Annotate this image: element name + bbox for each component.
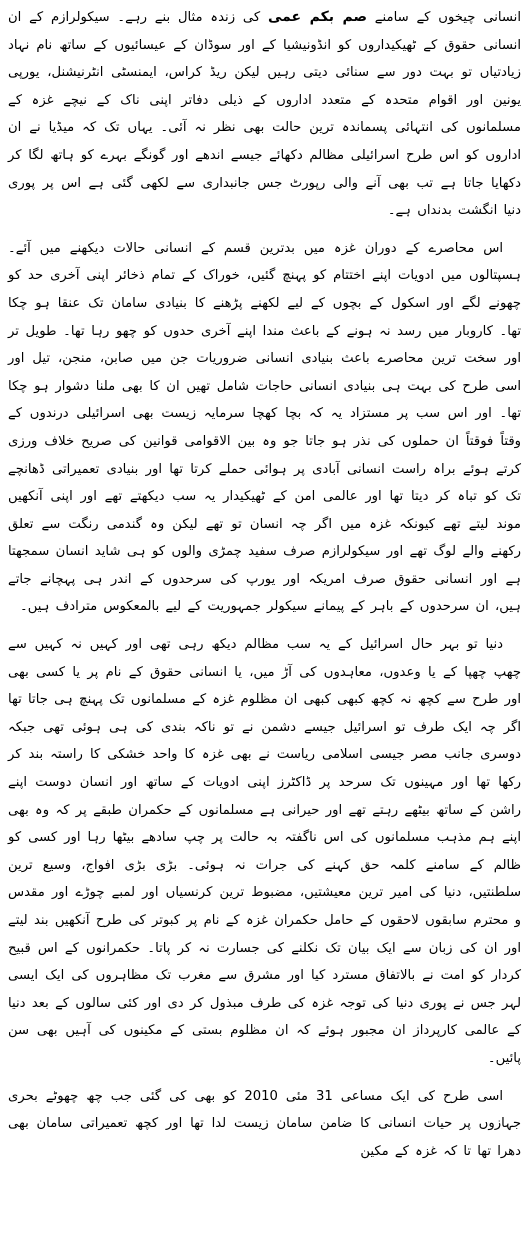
paragraph-1 [8,4,521,225]
emphasis-phrase: صم بکم عمی [268,9,367,25]
paragraph-4: اسی طرح کی ایک مساعی 31 مئی 2010 کو بھی کی گئی جب چھ چھوٹے بحری جہازوں پر حیات انسانی کا ضامن سامان زیست لدا تھا اور کچھ تعمیراتی سامان بھی دھرا تھا تا کہ غزہ کے مکین [8,1088,521,1159]
paragraph-3: دنیا تو بہر حال اسرائیل کے یہ سب مظالم دیکھ رہی تھی اور کہیں نہ کہیں سے چھپ چھپا کے یا وعدوں، معاہدوں کی آڑ میں، یا انسانی حقوق کے نام پر یا کسی بھی اور طرح سے کچھ نہ کچھ کبھی کبھی ان مظلوم غزہ کے مسلمانوں تک پہنچ ہی جاتا تھا اگر چہ ایک طرف تو اسرائیل جیسے دشمن نے تو ناکہ بندی کی ہی ہوئی تھی جبکہ دوسری جانب مصر جیسی اسلامی ریاست نے بھی غزہ کا واحد خشکی کا راستہ بند کر رکھا تھا اور مہینوں تک سرحد پر ڈاکٹرز اپنی ادویات کے ساتھ اور انسان دوست اپنے راشن کے ساتھ بیٹھے رہتے تھے اور حیرانی ہے مسلمانوں کے حکمران طبقے پر کہ وہ بھی اپنے ہم مذہب مسلمانوں کی اس ناگفتہ بہ حالت پر چپ سادھے بیٹھا رہا اور کسی کو ظالم کے سامنے کلمہ حق کہنے کی جرات نہ ہوئی۔ بڑی بڑی افواج، وسیع ترین سلطنتیں، دنیا کی امیر ترین معیشتیں، مضبوط ترین کرنسیاں اور لمبے چوڑے اور مقدس و محترم سابقوں لاحقوں کے حامل حکمران غزہ کے نام پر کبوتر کی طرح آنکھیں بند لیتے اور ان کی زبان سے ایک بیان تک نکلنے کی جسارت نہ کر پاتا۔ حکمرانوں کے اس قبیح کردار کو امت نے بالاتفاق مسترد کیا اور مشرق سے مغرب تک مظاہروں کی ایک ایسی لہر جس نے پوری دنیا کی توجہ غزہ کی طرف مبذول کر دی اور کئی سالوں کے بعد دنیا کے عالمی کارپرداز ان مجبور ہوئے کہ ان مظلوم بستی کے مکینوں کی آہیں بھی سن پائیں۔ [8,637,521,1066]
paragraph-1-before: انسانی چیخوں کے سامنے [366,10,521,25]
paragraph-1-after: کی زندہ مثال بنے رہے۔ سیکولرازم کے ان انسانی حقوق کے ٹھیکیداروں کو انڈونیشیا کے اور سوڈان کے عیسائیوں کے ساتھ نام نہاد زیادتیاں تو بہت دور سے سنائی دیتی رہیں لیکن ریڈ کراس، ایمنسٹی انٹرنیشنل، یورپی یونین اور اقوام متحدہ کے متعدد اداروں کے ذیلی دفاتر اپنی ناک کے نیچے غزہ کے مسلمانوں کی انتہائی پسماندہ ترین حالت بھی نظر نہ آئی۔ یہاں تک کہ میڈیا نے ان اداروں کو اس طرح اسرائیلی مظالم دکھائے جیسے اندھے اور گونگے بہرے کو ہاتھ لگا کر دکھایا جاتا ہے تب بھی آنے والی رپورٹ جس جانبداری سے لکھی گئی ہے اس پر پوری دنیا انگشت بدنداں ہے۔ [8,10,521,219]
paragraph-2: اس محاصرے کے دوران غزہ میں بدترین قسم کے انسانی حالات دیکھنے میں آئے۔ ہسپتالوں میں ادویات اپنے اختتام کو پہنچ گئیں، خوراک کے تمام ذخائر اپنی آخری حد کو چھونے لگے اور اسکول کے بچوں کے لیے لکھنے پڑھنے کا بنیادی سامان تک عنقا ہو چکا تھا۔ کاروبار میں رسد نہ ہونے کے باعث مندا اپنے آخری حدوں کو چھو رہا تھا۔ طویل تر اور سخت ترین محاصرے باعث بنیادی انسانی ضروریات جن میں صابن، منجن، تیل اور اسی طرح کی بہت ہی بنیادی انسانی حاجات شامل تھیں ان کا بھی ملنا دشوار ہو چکا تھا۔ اور اس سب پر مستزاد یہ کہ بچا کھچا سرمایہ زیست بھی اسرائیلی درندوں کے وقتاً فوقتاً ان حملوں کی نذر ہو جاتا جو وہ بین الاقوامی قوانین کی صریح خلاف ورزی کرتے ہوئے براہ راست انسانی آبادی پر ہوائی حملے کرتا تھا اور بنیادی تعمیراتی ڈھانچے تک کو تباہ کر دیتا تھا اور عالمی امن کے ٹھیکیدار یہ سب دیکھتے تھے اور اپنی آنکھیں موند لیتے تھے کیونکہ غزہ میں اگر چہ انسان تو تھے لیکن وہ گندمی رنگت سے تعلق رکھنے والے لوگ تھے اور سیکولرازم صرف سفید چمڑی والوں کو ہی شاید انسان سمجھتا ہے اور انسانی حقوق صرف امریکہ اور یورپ کی سرحدوں کے اندر ہی پہچانے جاتے ہیں، ان سرحدوں کے باہر کے پیمانے سیکولر جمہوریت کے لیے بالمعکوس مترادف ہیں۔ [8,240,521,615]
